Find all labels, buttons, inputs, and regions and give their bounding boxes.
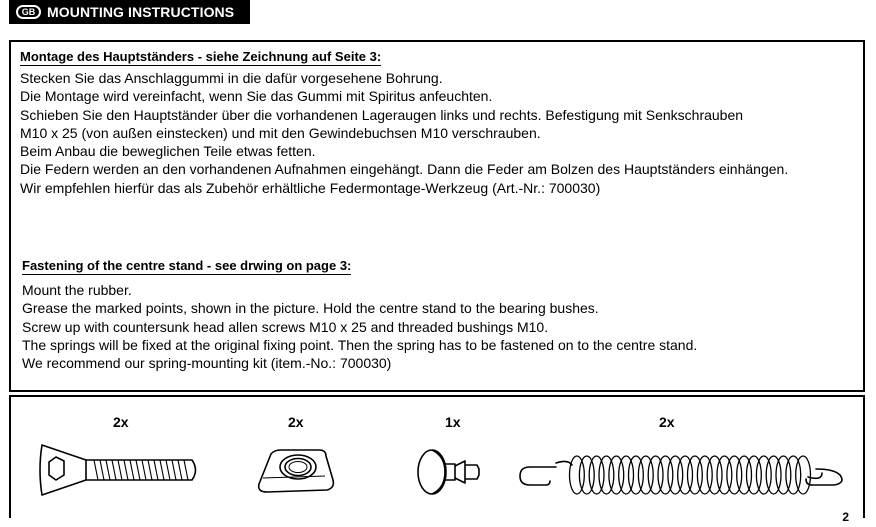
- english-heading: Fastening of the centre stand - see drwing on page 3:: [22, 258, 352, 273]
- screw-icon: [36, 437, 206, 507]
- german-line: Stecken Sie das Anschlaggummi in die dafür vorgesehene Bohrung.: [20, 70, 443, 86]
- english-line: We recommend our spring-mounting kit (item.-No.: 700030): [22, 355, 392, 372]
- german-line: Schieben Sie den Hauptständer über die vorhandenen Lageraugen links und rechts. Befestigung mit Senkschrauben: [20, 106, 744, 123]
- german-line: Beim Anbau die beweglichen Teile etwas fetten.: [20, 143, 316, 160]
- german-line: M10 x 25 (von außen einstecken) und mit den Gewindebuchsen M10 verschrauben.: [20, 124, 541, 141]
- rubber-stop-quantity: 1x: [445, 414, 461, 430]
- parts-panel: [9, 395, 865, 524]
- bushing-icon: [249, 442, 339, 502]
- rubber-stop-icon: [411, 442, 501, 502]
- gb-badge: GB: [16, 5, 41, 19]
- english-instructions: [22, 281, 697, 372]
- english-line: The springs will be fixed at the original fixing point. Then the spring has to be fastened on to the centre stand.: [22, 336, 698, 353]
- spring-icon: [516, 437, 856, 512]
- section-header: [9, 0, 250, 24]
- english-line: Grease the marked points, shown in the picture. Hold the centre stand to the bearing bushes.: [22, 300, 599, 317]
- instructions-box: [9, 40, 865, 392]
- german-heading: Montage des Hauptständers - siehe Zeichnung auf Seite 3:: [20, 49, 382, 64]
- german-line: Die Federn werden an den vorhandenen Aufnahmen eingehängt. Dann die Feder am Bolzen des Hauptständers einhängen.: [20, 161, 789, 178]
- section-title: MOUNTING INSTRUCTIONS: [47, 4, 235, 20]
- bushing-quantity: 2x: [288, 414, 304, 430]
- page-number: 2: [842, 510, 849, 524]
- english-line: Screw up with countersunk head allen screws M10 x 25 and threaded bushings M10.: [22, 318, 549, 335]
- german-line: Wir empfehlen hierfür das als Zubehör erhältliche Federmontage-Werkzeug (Art.-Nr.: 700030): [20, 179, 601, 196]
- spring-quantity: 2x: [659, 414, 675, 430]
- screw-quantity: 2x: [113, 414, 129, 430]
- german-instructions: [20, 69, 788, 197]
- german-line: Die Montage wird vereinfacht, wenn Sie das Gummi mit Spiritus anfeuchten.: [20, 88, 493, 105]
- english-line: Mount the rubber.: [22, 282, 132, 298]
